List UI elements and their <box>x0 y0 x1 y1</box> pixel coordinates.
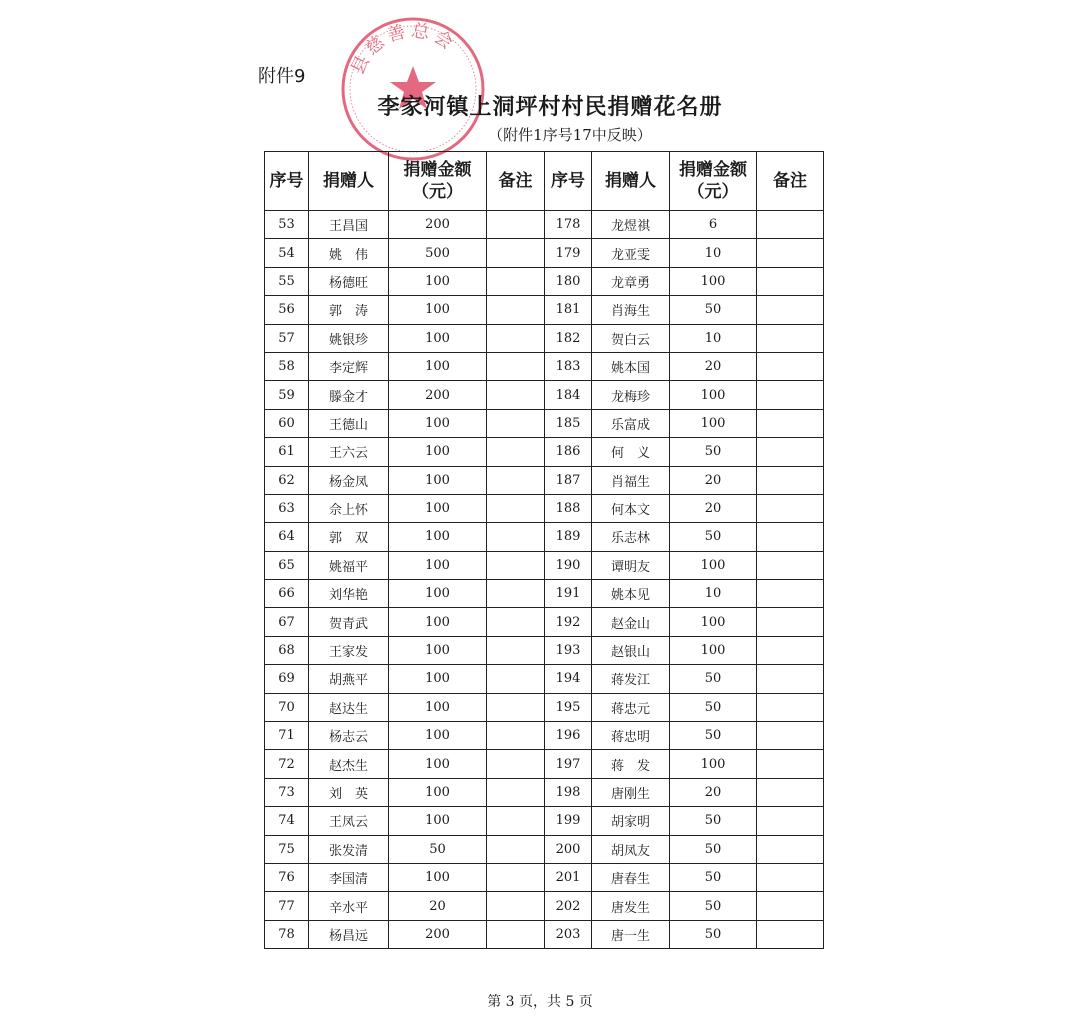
amount-cell: 50 <box>670 693 757 721</box>
note-cell <box>487 381 545 409</box>
seq-cell: 61 <box>265 438 309 466</box>
seq-cell: 65 <box>265 551 309 579</box>
seal-text: 县慈善总会 <box>347 20 460 78</box>
amount-cell: 100 <box>670 750 757 778</box>
amount-cell: 10 <box>670 239 757 267</box>
donor-cell: 蒋 发 <box>592 750 670 778</box>
seq-cell: 64 <box>265 523 309 551</box>
table-row <box>265 580 824 608</box>
note-cell <box>487 211 545 239</box>
donor-cell: 唐发生 <box>592 892 670 920</box>
amount-cell: 100 <box>389 863 487 891</box>
table-row <box>265 239 824 267</box>
seq-cell: 186 <box>545 438 592 466</box>
table-row <box>265 352 824 380</box>
table-row <box>265 863 824 891</box>
table-row <box>265 409 824 437</box>
table-row <box>265 438 824 466</box>
note-cell <box>487 438 545 466</box>
table-row <box>265 296 824 324</box>
amount-cell: 50 <box>670 438 757 466</box>
table-row <box>265 381 824 409</box>
amount-cell: 20 <box>389 892 487 920</box>
seq-cell: 63 <box>265 494 309 522</box>
note-cell <box>757 636 824 664</box>
table-row <box>265 693 824 721</box>
note-cell <box>757 296 824 324</box>
seq-cell: 78 <box>265 920 309 948</box>
donor-cell: 龙章勇 <box>592 267 670 295</box>
table-row <box>265 267 824 295</box>
seq-cell: 57 <box>265 324 309 352</box>
amount-cell: 100 <box>670 409 757 437</box>
seq-cell: 179 <box>545 239 592 267</box>
seq-cell: 199 <box>545 807 592 835</box>
amount-cell: 100 <box>389 608 487 636</box>
seq-cell: 192 <box>545 608 592 636</box>
note-cell <box>487 778 545 806</box>
amount-cell: 20 <box>670 352 757 380</box>
col-donor-header: 捐赠人 <box>592 152 670 211</box>
amount-cell: 100 <box>389 352 487 380</box>
page-number: 第 3 页，共 5 页 <box>487 994 593 1010</box>
note-cell <box>757 608 824 636</box>
table-header-row <box>265 152 824 211</box>
seq-cell: 196 <box>545 722 592 750</box>
seq-cell: 190 <box>545 551 592 579</box>
col-seq-header: 序号 <box>265 152 309 211</box>
seq-cell: 181 <box>545 296 592 324</box>
donor-cell: 贺白云 <box>592 324 670 352</box>
seq-cell: 68 <box>265 636 309 664</box>
table-row <box>265 665 824 693</box>
seq-cell: 188 <box>545 494 592 522</box>
table-row <box>265 523 824 551</box>
note-cell <box>487 466 545 494</box>
donor-cell: 蒋忠元 <box>592 693 670 721</box>
note-cell <box>757 466 824 494</box>
amount-cell: 100 <box>389 523 487 551</box>
amount-cell: 50 <box>670 835 757 863</box>
note-cell <box>757 665 824 693</box>
donor-cell: 姚本见 <box>592 580 670 608</box>
note-cell <box>487 863 545 891</box>
note-cell <box>757 778 824 806</box>
amount-cell: 100 <box>670 636 757 664</box>
amount-cell: 50 <box>670 892 757 920</box>
note-cell <box>487 693 545 721</box>
donor-cell: 何本文 <box>592 494 670 522</box>
donor-cell: 李定辉 <box>309 352 389 380</box>
note-cell <box>757 352 824 380</box>
seq-cell: 184 <box>545 381 592 409</box>
amount-cell: 20 <box>670 778 757 806</box>
amount-cell: 20 <box>670 494 757 522</box>
seq-cell: 191 <box>545 580 592 608</box>
note-cell <box>487 665 545 693</box>
note-cell <box>757 409 824 437</box>
seq-cell: 189 <box>545 523 592 551</box>
seq-cell: 180 <box>545 267 592 295</box>
note-cell <box>757 523 824 551</box>
note-cell <box>757 863 824 891</box>
donor-table <box>264 151 824 949</box>
note-cell <box>487 494 545 522</box>
seq-cell: 55 <box>265 267 309 295</box>
note-cell <box>757 551 824 579</box>
seq-cell: 60 <box>265 409 309 437</box>
col-amount-header: 捐赠金额 （元） <box>670 152 757 211</box>
donor-cell: 佘上怀 <box>309 494 389 522</box>
note-cell <box>487 296 545 324</box>
amount-cell: 100 <box>389 665 487 693</box>
seq-cell: 198 <box>545 778 592 806</box>
donor-cell: 乐志林 <box>592 523 670 551</box>
note-cell <box>757 267 824 295</box>
note-cell <box>757 580 824 608</box>
amount-cell: 100 <box>389 636 487 664</box>
seq-cell: 73 <box>265 778 309 806</box>
seq-cell: 54 <box>265 239 309 267</box>
note-cell <box>487 636 545 664</box>
amount-cell: 50 <box>670 920 757 948</box>
donor-cell: 李国清 <box>309 863 389 891</box>
donor-cell: 杨德旺 <box>309 267 389 295</box>
table-row <box>265 466 824 494</box>
note-cell <box>487 750 545 778</box>
seq-cell: 56 <box>265 296 309 324</box>
attachment-label: 附件9 <box>258 66 306 87</box>
donor-cell: 郭 涛 <box>309 296 389 324</box>
amount-cell: 50 <box>670 665 757 693</box>
seq-cell: 197 <box>545 750 592 778</box>
col-seq-header: 序号 <box>545 152 592 211</box>
donor-cell: 唐刚生 <box>592 778 670 806</box>
table-row <box>265 551 824 579</box>
note-cell <box>487 551 545 579</box>
amount-cell: 500 <box>389 239 487 267</box>
seq-cell: 71 <box>265 722 309 750</box>
note-cell <box>487 807 545 835</box>
amount-cell: 100 <box>389 409 487 437</box>
amount-cell: 200 <box>389 381 487 409</box>
note-cell <box>487 324 545 352</box>
seq-cell: 203 <box>545 920 592 948</box>
seq-cell: 182 <box>545 324 592 352</box>
donor-cell: 肖海生 <box>592 296 670 324</box>
donor-cell: 郭 双 <box>309 523 389 551</box>
donor-cell: 何 义 <box>592 438 670 466</box>
donor-cell: 贺青武 <box>309 608 389 636</box>
donor-cell: 龙亚雯 <box>592 239 670 267</box>
seq-cell: 67 <box>265 608 309 636</box>
table-row <box>265 892 824 920</box>
table-row <box>265 722 824 750</box>
table-row <box>265 920 824 948</box>
donor-cell: 王凤云 <box>309 807 389 835</box>
seq-cell: 185 <box>545 409 592 437</box>
seq-cell: 200 <box>545 835 592 863</box>
note-cell <box>487 835 545 863</box>
donor-cell: 赵杰生 <box>309 750 389 778</box>
donor-cell: 王六云 <box>309 438 389 466</box>
note-cell <box>757 324 824 352</box>
amount-cell: 100 <box>389 438 487 466</box>
table-row <box>265 835 824 863</box>
col-donor-header: 捐赠人 <box>309 152 389 211</box>
amount-cell: 100 <box>389 466 487 494</box>
seq-cell: 193 <box>545 636 592 664</box>
note-cell <box>757 381 824 409</box>
donor-cell: 赵银山 <box>592 636 670 664</box>
amount-cell: 100 <box>670 608 757 636</box>
seq-cell: 69 <box>265 665 309 693</box>
seq-cell: 187 <box>545 466 592 494</box>
donor-cell: 张发清 <box>309 835 389 863</box>
note-cell <box>757 807 824 835</box>
donor-cell: 王德山 <box>309 409 389 437</box>
seq-cell: 59 <box>265 381 309 409</box>
table-row <box>265 608 824 636</box>
seq-cell: 70 <box>265 693 309 721</box>
amount-cell: 100 <box>389 494 487 522</box>
amount-cell: 100 <box>670 381 757 409</box>
donor-cell: 谭明友 <box>592 551 670 579</box>
amount-cell: 50 <box>670 296 757 324</box>
amount-cell: 100 <box>389 722 487 750</box>
donor-cell: 蒋发江 <box>592 665 670 693</box>
amount-cell: 200 <box>389 211 487 239</box>
seq-cell: 178 <box>545 211 592 239</box>
col-note-header: 备注 <box>757 152 824 211</box>
donor-cell: 滕金才 <box>309 381 389 409</box>
amount-cell: 100 <box>389 267 487 295</box>
note-cell <box>487 239 545 267</box>
donor-cell: 姚本国 <box>592 352 670 380</box>
page-subtitle: （附件1序号17中反映） <box>488 126 652 144</box>
donor-cell: 姚 伟 <box>309 239 389 267</box>
donor-cell: 肖福生 <box>592 466 670 494</box>
note-cell <box>487 267 545 295</box>
table-row <box>265 750 824 778</box>
table-row <box>265 807 824 835</box>
amount-cell: 100 <box>389 693 487 721</box>
note-cell <box>487 580 545 608</box>
donor-cell: 唐一生 <box>592 920 670 948</box>
seq-cell: 76 <box>265 863 309 891</box>
donor-cell: 唐春生 <box>592 863 670 891</box>
amount-cell: 100 <box>389 778 487 806</box>
note-cell <box>487 892 545 920</box>
seq-cell: 201 <box>545 863 592 891</box>
table-row <box>265 636 824 664</box>
table-row <box>265 211 824 239</box>
note-cell <box>757 920 824 948</box>
amount-cell: 20 <box>670 466 757 494</box>
amount-cell: 100 <box>389 324 487 352</box>
amount-cell: 100 <box>670 551 757 579</box>
seq-cell: 194 <box>545 665 592 693</box>
page-title: 李家河镇上洞坪村村民捐赠花名册 <box>377 95 723 120</box>
note-cell <box>757 892 824 920</box>
seq-cell: 77 <box>265 892 309 920</box>
amount-cell: 100 <box>389 750 487 778</box>
note-cell <box>757 211 824 239</box>
note-cell <box>487 920 545 948</box>
donor-cell: 胡凤友 <box>592 835 670 863</box>
donor-table-body <box>265 211 824 949</box>
note-cell <box>757 722 824 750</box>
note-cell <box>757 438 824 466</box>
table-row <box>265 778 824 806</box>
donor-cell: 乐富成 <box>592 409 670 437</box>
note-cell <box>757 750 824 778</box>
amount-cell: 10 <box>670 324 757 352</box>
note-cell <box>487 352 545 380</box>
seq-cell: 183 <box>545 352 592 380</box>
seq-cell: 58 <box>265 352 309 380</box>
amount-cell: 50 <box>389 835 487 863</box>
amount-cell: 100 <box>670 267 757 295</box>
note-cell <box>487 409 545 437</box>
donor-cell: 姚银珍 <box>309 324 389 352</box>
seq-cell: 72 <box>265 750 309 778</box>
donor-cell: 刘华艳 <box>309 580 389 608</box>
seq-cell: 202 <box>545 892 592 920</box>
amount-cell: 100 <box>389 807 487 835</box>
col-amount-header: 捐赠金额 （元） <box>389 152 487 211</box>
donor-cell: 杨志云 <box>309 722 389 750</box>
amount-cell: 6 <box>670 211 757 239</box>
donor-cell: 蒋忠明 <box>592 722 670 750</box>
col-note-header: 备注 <box>487 152 545 211</box>
table-row <box>265 494 824 522</box>
donor-cell: 赵达生 <box>309 693 389 721</box>
seq-cell: 66 <box>265 580 309 608</box>
amount-cell: 200 <box>389 920 487 948</box>
donor-cell: 刘 英 <box>309 778 389 806</box>
amount-cell: 50 <box>670 722 757 750</box>
note-cell <box>487 523 545 551</box>
donor-cell: 王昌国 <box>309 211 389 239</box>
donor-cell: 胡家明 <box>592 807 670 835</box>
amount-cell: 100 <box>389 580 487 608</box>
donor-cell: 胡燕平 <box>309 665 389 693</box>
donor-cell: 辛水平 <box>309 892 389 920</box>
note-cell <box>487 608 545 636</box>
donor-cell: 龙梅珍 <box>592 381 670 409</box>
note-cell <box>487 722 545 750</box>
donor-cell: 姚福平 <box>309 551 389 579</box>
note-cell <box>757 693 824 721</box>
seq-cell: 62 <box>265 466 309 494</box>
table-row <box>265 324 824 352</box>
amount-cell: 100 <box>389 296 487 324</box>
amount-cell: 100 <box>389 551 487 579</box>
donor-cell: 龙煜祺 <box>592 211 670 239</box>
seq-cell: 195 <box>545 693 592 721</box>
donor-cell: 杨金凤 <box>309 466 389 494</box>
amount-cell: 10 <box>670 580 757 608</box>
donor-cell: 赵金山 <box>592 608 670 636</box>
amount-cell: 50 <box>670 863 757 891</box>
note-cell <box>757 835 824 863</box>
amount-cell: 50 <box>670 523 757 551</box>
note-cell <box>757 239 824 267</box>
amount-cell: 50 <box>670 807 757 835</box>
donor-cell: 杨昌远 <box>309 920 389 948</box>
donor-cell: 王家发 <box>309 636 389 664</box>
seq-cell: 53 <box>265 211 309 239</box>
seq-cell: 74 <box>265 807 309 835</box>
seq-cell: 75 <box>265 835 309 863</box>
note-cell <box>757 494 824 522</box>
